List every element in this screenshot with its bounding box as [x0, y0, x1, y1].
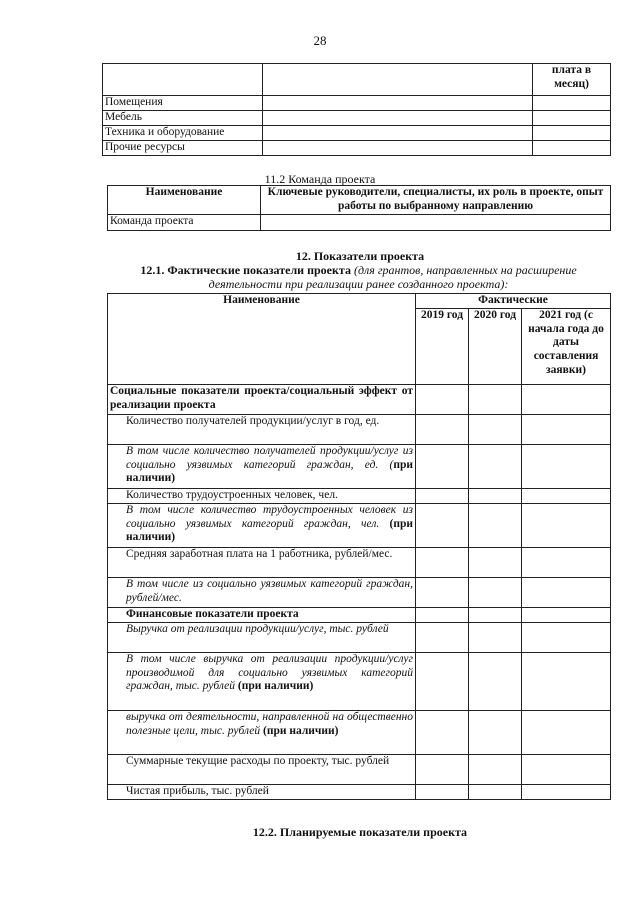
page-number: 28	[313, 33, 327, 48]
resources-header-payment: плата в месяц)	[533, 64, 611, 96]
section-12-1-note: (для грантов, направленных на расширение деятельности при реализации ранее созданного проекта):	[208, 263, 577, 292]
section-12-1-subtitle	[107, 263, 610, 292]
resources-table	[102, 63, 611, 156]
team-col-name-header: Наименование	[108, 186, 261, 215]
resources-header-cell	[263, 64, 533, 96]
indicators-year-2021: 2021 год (с начала года до даты составления заявки)	[522, 308, 611, 384]
resource-row-label: Помещения	[103, 96, 263, 111]
indicators-row-vulnerable-revenue: В том числе выручка от реализации продукции/услуг производимой для социально уязвимых категорий граждан, тыс. рублей (при наличии)	[108, 652, 416, 710]
indicators-row-vulnerable-employed: В том числе количество трудоустроенных человек из социально уязвимых категорий граждан, чел. (при наличии)	[108, 503, 416, 547]
indicators-row-public-benefit-revenue: выручка от деятельности, направленной на общественно полезные цели, тыс. рублей (при наличии)	[108, 710, 416, 754]
team-col-roles-header: Ключевые руководители, специалисты, их роль в проекте, опыт работы по выбранному направлению	[261, 186, 611, 215]
resources-header-cell	[103, 64, 263, 96]
team-caption: 11.2 Команда проекта	[264, 172, 376, 186]
indicators-year-2020: 2020 год	[469, 308, 522, 384]
indicators-row-total-expenses: Суммарные текущие расходы по проекту, тыс. рублей	[108, 754, 416, 784]
indicators-row-social: Социальные показатели проекта/социальный эффект от реализации проекта	[108, 384, 416, 414]
team-row-label: Команда проекта	[108, 215, 261, 231]
indicators-row-employed: Количество трудоустроенных человек, чел.	[108, 488, 416, 503]
indicators-year-2019: 2019 год	[416, 308, 469, 384]
indicators-col-actual-header: Фактические	[416, 294, 611, 309]
resource-row-label: Мебель	[103, 111, 263, 126]
indicators-row-vulnerable-salary: В том числе из социально уязвимых категорий граждан, рублей/мес.	[108, 577, 416, 607]
indicators-row-financial: Финансовые показатели проекта	[108, 607, 416, 622]
resource-row-label: Техника и оборудование	[103, 126, 263, 141]
indicators-col-name-header: Наименование	[108, 294, 416, 385]
indicators-row-avg-salary: Средняя заработная плата на 1 работника, рублей/мес.	[108, 547, 416, 577]
section-12-1-title: 12.1. Фактические показатели проекта	[140, 263, 351, 277]
section-12-2-title: 12.2. Планируемые показатели проекта	[252, 825, 468, 839]
resource-row-label: Прочие ресурсы	[103, 141, 263, 156]
indicators-row-revenue: Выручка от реализации продукции/услуг, тыс. рублей	[108, 622, 416, 652]
section-12-title: 12. Показатели проекта	[295, 249, 425, 263]
team-table	[107, 185, 611, 231]
indicators-row-net-profit: Чистая прибыль, тыс. рублей	[108, 784, 416, 799]
indicators-row-vulnerable-recipients: В том числе количество получателей продукции/услуг из социально уязвимых категорий граждан, ед. (при наличии)	[108, 444, 416, 488]
indicators-row-recipients: Количество получателей продукции/услуг в год, ед.	[108, 414, 416, 444]
indicators-table	[107, 293, 611, 800]
